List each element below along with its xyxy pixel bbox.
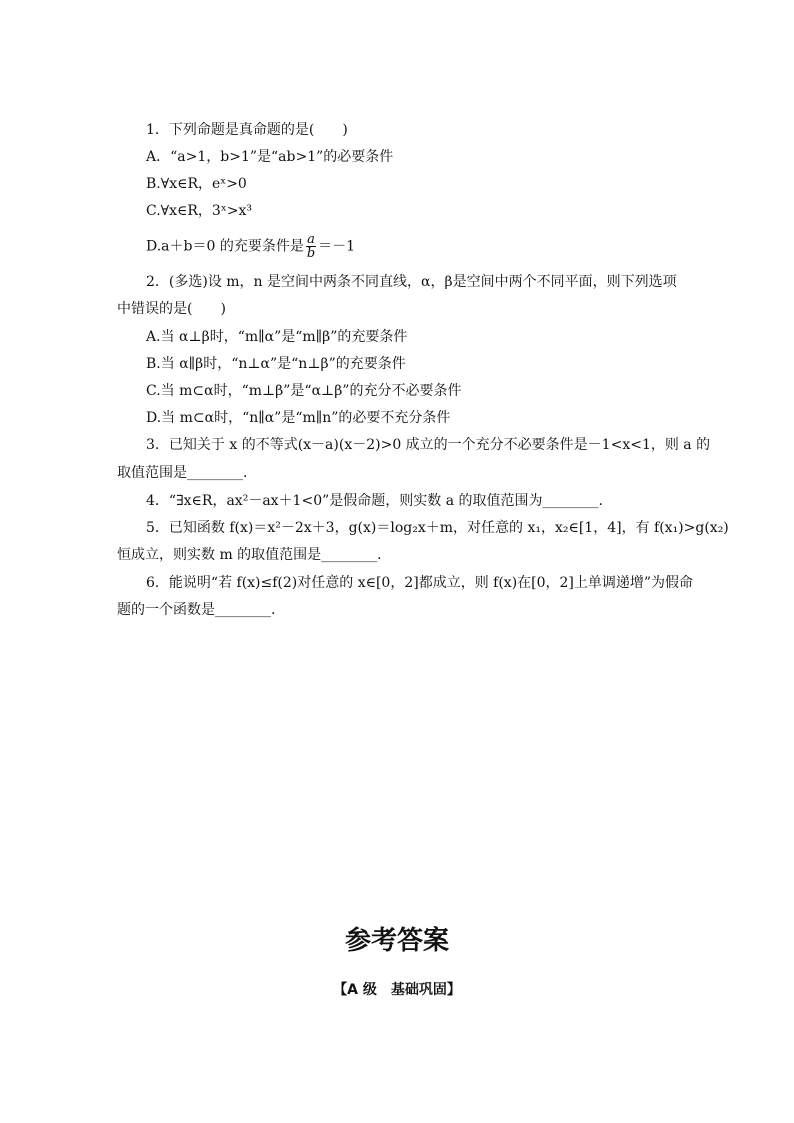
q6-line2: 题的一个函数是________. — [117, 602, 276, 618]
q5-line1: 5．已知函数 f(x)＝x²－2x＋3，g(x)＝log₂x＋m，对任意的 x₁，x₂∈[1，4]，有 f(x₁)>g(x₂) — [146, 520, 729, 536]
q1-option-d — [146, 233, 716, 260]
q2-option-c: C.当 m⊂α时，“m⊥β”是“α⊥β”的充分不必要条件 — [146, 383, 462, 399]
answers-subtitle: 【A 级 基础巩固】 — [333, 982, 461, 998]
fraction-a-over-b — [306, 233, 316, 260]
q2-option-d: D.当 m⊂α时，“n∥α”是“m∥n”的必要不充分条件 — [146, 410, 451, 426]
q1-option-d-prefix: D.a＋b＝0 的充要条件是 — [146, 238, 304, 255]
q2-stem-line1: 2．(多选)设 m，n 是空间中两条不同直线，α，β是空间中两个不同平面，则下列选项 — [146, 274, 677, 290]
q2-option-a: A.当 α⊥β时，“m∥α”是“m∥β”的充要条件 — [146, 329, 408, 345]
q4-line1: 4．“∃x∈R，ax²－ax＋1<0”是假命题，则实数 a 的取值范围为________. — [146, 493, 603, 509]
q1-stem: 1．下列命题是真命题的是( ) — [146, 122, 348, 138]
q2-stem-line2: 中错误的是( ) — [117, 301, 226, 317]
answers-title: 参考答案 — [344, 926, 449, 956]
fraction-denominator: b — [306, 246, 316, 261]
q1-option-b: B.∀x∈R，eˣ>0 — [146, 176, 247, 192]
q3-line1: 3．已知关于 x 的不等式(x－a)(x－2)>0 成立的一个充分不必要条件是－1<x<1，则 a 的 — [146, 437, 711, 453]
q1-option-c: C.∀x∈R，3ˣ>x³ — [146, 203, 252, 219]
q5-line2: 恒成立，则实数 m 的取值范围是________. — [117, 547, 382, 563]
fraction-numerator: a — [307, 232, 315, 247]
q2-option-b: B.当 α∥β时，“n⊥α”是“n⊥β”的充要条件 — [146, 356, 406, 372]
q6-line1: 6．能说明“若 f(x)≤f(2)对任意的 x∈[0，2]都成立，则 f(x)在[0，2]上单调递增”为假命 — [146, 575, 694, 591]
q1-option-d-suffix: ＝－1 — [318, 238, 356, 255]
q1-option-a: A．“a>1，b>1”是“ab>1”的必要条件 — [146, 149, 394, 165]
q3-line2: 取值范围是________. — [117, 465, 248, 481]
